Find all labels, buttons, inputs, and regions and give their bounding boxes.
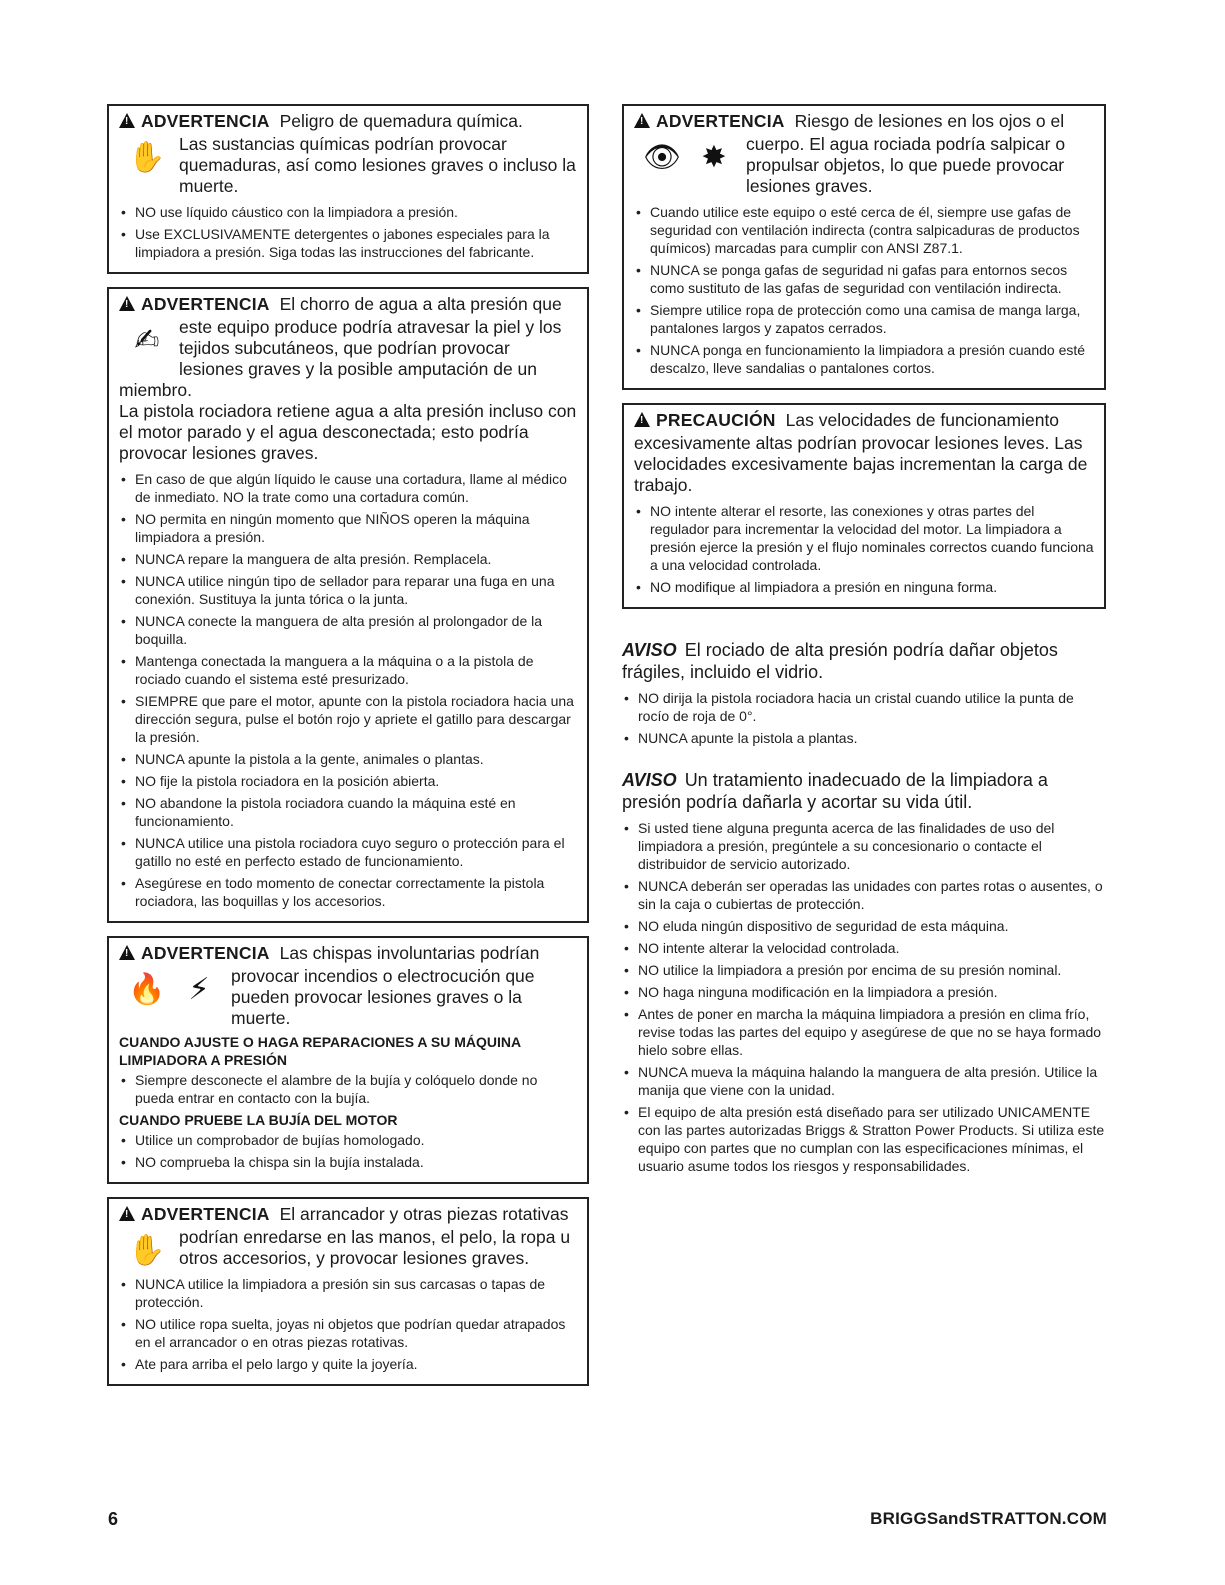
list-item: • NUNCA conecte la manguera de alta presión al prolongador de la boquilla. (119, 612, 577, 648)
eye-protection-icon: 👁 (642, 141, 682, 174)
bullet-list (119, 1275, 577, 1373)
list-item: • NO abandone la pistola rociadora cuando la máquina esté en funcionamiento. (119, 794, 577, 830)
hazard-text: este equipo produce podría atravesar la piel y los tejidos subcutáneos, que podrían provocar lesiones graves y la posible amputación de un miembro. (119, 317, 562, 400)
hazard-title: El chorro de agua a alta presión que (279, 294, 562, 314)
warning-triangle-icon (119, 1206, 135, 1221)
list-item: • NO permita en ningún momento que NIÑOS operen la máquina limpiadora a presión. (119, 510, 577, 546)
list-item: • NO utilice ropa suelta, joyas ni objetos que podrían quedar atrapados en el arrancador o en otras piezas rotativas. (119, 1315, 577, 1351)
list-item: • NUNCA apunte la pistola a plantas. (622, 729, 1106, 747)
list-item: • NO modifique al limpiadora a presión en ninguna forma. (634, 578, 1094, 596)
list-item: • Utilice un comprobador de bujías homologado. (119, 1131, 577, 1149)
warning-triangle-icon (119, 113, 135, 128)
list-item: • NO dirija la pistola rociadora hacia un cristal cuando utilice la punta de rocío de roja de 0°. (622, 689, 1106, 725)
warning-triangle-icon (634, 412, 650, 427)
signal-word: ADVERTENCIA (141, 111, 270, 131)
list-item: • NO fije la pistola rociadora en la posición abierta. (119, 772, 577, 790)
signal-word: ADVERTENCIA (141, 943, 270, 963)
warning-triangle-icon (119, 945, 135, 960)
spark-warning (107, 936, 589, 1184)
list-item: • Si usted tiene alguna pregunta acerca de las finalidades de uso del limpiadora a presión, pregúntele a su concesionario o contacte el distribuidor de servicio autorizado. (622, 819, 1106, 873)
signal-word: ADVERTENCIA (656, 111, 785, 131)
hazard-text: cuerpo. El agua rociada podría salpicar o propulsar objetos, lo que puede provocar lesiones graves. (746, 134, 1066, 196)
left-column (107, 104, 589, 1399)
signal-word: ADVERTENCIA (141, 1204, 270, 1224)
electric-shock-icon: ⚡ (188, 973, 210, 1006)
speed-caution (622, 403, 1106, 609)
bullet-list (119, 470, 577, 910)
sub-heading: CUANDO PRUEBE LA BUJÍA DEL MOTOR (119, 1112, 398, 1128)
list-item: • NO eluda ningún dispositivo de seguridad de esta máquina. (622, 917, 1106, 935)
list-item: • Siempre desconecte el alambre de la bujía y colóquelo donde no pueda entrar en contacto con la bujía. (119, 1071, 577, 1107)
list-item: • Cuando utilice este equipo o esté cerca de él, siempre use gafas de seguridad con ventilación indirecta (contra salpicaduras de productos químicos) marcadas para cumplir con ANSI Z87.1. (634, 203, 1094, 257)
list-item: • NO intente alterar el resorte, las conexiones y otras partes del regulador para incrementar la velocidad del motor. La limpiadora a presión ejerce la presión y el flujo nominales correctos cuando funciona a una velocidad controlada. (634, 502, 1094, 574)
list-item: • NO use líquido cáustico con la limpiadora a presión. (119, 203, 577, 221)
hazard-title: Las chispas involuntarias podrían (279, 943, 540, 963)
notice-fragile-objects (622, 639, 1106, 747)
notice-text: El rociado de alta presión podría dañar objetos frágiles, incluido el vidrio. (622, 640, 1058, 682)
rotating-parts-warning (107, 1197, 589, 1386)
list-item: • Asegúrese en todo momento de conectar correctamente la pistola rociadora, las boquillas y los accesorios. (119, 874, 577, 910)
hazard-title: El arrancador y otras piezas rotativas (279, 1204, 569, 1224)
hazard-text-2: La pistola rociadora retiene agua a alta presión incluso con el motor parado y el agua desconectada; esto podría provocar lesiones graves. (119, 401, 577, 463)
bullet-list (622, 819, 1106, 1175)
right-column (622, 104, 1106, 1197)
notice-text: Un tratamiento inadecuado de la limpiadora a presión podría dañarla y acortar su vida útil. (622, 770, 1048, 812)
bullet-list (119, 1071, 577, 1107)
skin-injection-icon: ✍ (134, 324, 160, 357)
list-item: • NUNCA se ponga gafas de seguridad ni gafas para entornos secos como sustituto de las gafas de seguridad con ventilación indirecta. (634, 261, 1094, 297)
entanglement-icon: ✋ (128, 1234, 166, 1267)
hazard-text: Las sustancias químicas podrían provocar quemaduras, así como lesiones graves o incluso la muerte. (179, 134, 576, 196)
fire-icon: 🔥 (128, 973, 166, 1006)
sub-heading: CUANDO AJUSTE O HAGA REPARACIONES A SU MÁQUINA LIMPIADORA A PRESIÓN (119, 1034, 521, 1068)
hazard-text: podrían enredarse en las manos, el pelo, la ropa u otros accesorios, y provocar lesiones graves. (179, 1227, 571, 1268)
list-item: • NUNCA utilice la limpiadora a presión sin sus carcasas o tapas de protección. (119, 1275, 577, 1311)
signal-word: AVISO (622, 770, 677, 790)
list-item: • Antes de poner en marcha la máquina limpiadora a presión en clima frío, revise todas las partes del equipo y asegúrese de que no se haya formado hielo sobre ellas. (622, 1005, 1106, 1059)
list-item: • SIEMPRE que pare el motor, apunte con la pistola rociadora hacia una dirección segura, pulse el botón rojo y apriete el gatillo para descargar la presión. (119, 692, 577, 746)
signal-word: ADVERTENCIA (141, 294, 270, 314)
flying-objects-icon: ✸ (701, 141, 727, 174)
list-item: • Use EXCLUSIVAMENTE detergentes o jabones especiales para la limpiadora a presión. Siga todas las instrucciones del fabricante. (119, 225, 577, 261)
list-item: • NUNCA repare la manguera de alta presión. Remplacela. (119, 550, 577, 568)
hazard-title: Riesgo de lesiones en los ojos o el (794, 111, 1065, 131)
website-url: BRIGGSandSTRATTON.COM (870, 1509, 1107, 1528)
signal-word: AVISO (622, 640, 677, 660)
hazard-text: provocar incendios o electrocución que pueden provocar lesiones graves o la muerte. (231, 966, 535, 1028)
list-item: • En caso de que algún líquido le cause una cortadura, llame al médico de inmediato. NO la trate como una cortadura común. (119, 470, 577, 506)
list-item: • Siempre utilice ropa de protección como una camisa de manga larga, pantalones largos y zapatos cerrados. (634, 301, 1094, 337)
bullet-list (634, 203, 1094, 377)
bullet-list (119, 1131, 577, 1171)
list-item: • NUNCA deberán ser operadas las unidades con partes rotas o ausentes, o sin la caja o cubiertas de protección. (622, 877, 1106, 913)
warning-triangle-icon (634, 113, 650, 128)
page-number: 6 (108, 1509, 119, 1529)
list-item: • NO intente alterar la velocidad controlada. (622, 939, 1106, 957)
list-item: • NO comprueba la chispa sin la bujía instalada. (119, 1153, 577, 1171)
list-item: • El equipo de alta presión está diseñado para ser utilizado UNICAMENTE con las partes autorizadas Briggs & Stratton Power Products. Si utiliza este equipo con partes que no cumplan con las especificaciones mínimas, el usuario asume todos los riesgos y responsabilidades. (622, 1103, 1106, 1175)
signal-word: PRECAUCIÓN (656, 410, 776, 430)
hazard-text: excesivamente altas podrían provocar lesiones leves. Las velocidades excesivamente bajas incrementan la carga de trabajo. (634, 433, 1088, 495)
eye-injury-warning (622, 104, 1106, 390)
list-item: • NUNCA utilice ningún tipo de sellador para reparar una fuga en una conexión. Sustituya la junta tórica o la junta. (119, 572, 577, 608)
injection-warning (107, 287, 589, 923)
bullet-list (622, 689, 1106, 747)
list-item: • Mantenga conectada la manguera a la máquina o a la pistola de rociado cuando el sistema esté presurizado. (119, 652, 577, 688)
warning-triangle-icon (119, 296, 135, 311)
list-item: • NUNCA apunte la pistola a la gente, animales o plantas. (119, 750, 577, 768)
list-item: • NO utilice la limpiadora a presión por encima de su presión nominal. (622, 961, 1106, 979)
chemical-burn-warning (107, 104, 589, 274)
bullet-list (119, 203, 577, 261)
hazard-title: Las velocidades de funcionamiento (785, 410, 1060, 430)
hazard-title: Peligro de quemadura química. (279, 111, 523, 131)
list-item: • NO haga ninguna modificación en la limpiadora a presión. (622, 983, 1106, 1001)
list-item: • Ate para arriba el pelo largo y quite la joyería. (119, 1355, 577, 1373)
list-item: • NUNCA ponga en funcionamiento la limpiadora a presión cuando esté descalzo, lleve sandalias o pantalones cortos. (634, 341, 1094, 377)
chemical-burn-icon: ✋ (128, 141, 166, 174)
notice-improper-treatment (622, 769, 1106, 1175)
list-item: • NUNCA utilice una pistola rociadora cuyo seguro o protección para el gatillo no esté en perfecto estado de funcionamiento. (119, 834, 577, 870)
list-item: • NUNCA mueva la máquina halando la manguera de alta presión. Utilice la manija que viene con la unidad. (622, 1063, 1106, 1099)
bullet-list (634, 502, 1094, 596)
